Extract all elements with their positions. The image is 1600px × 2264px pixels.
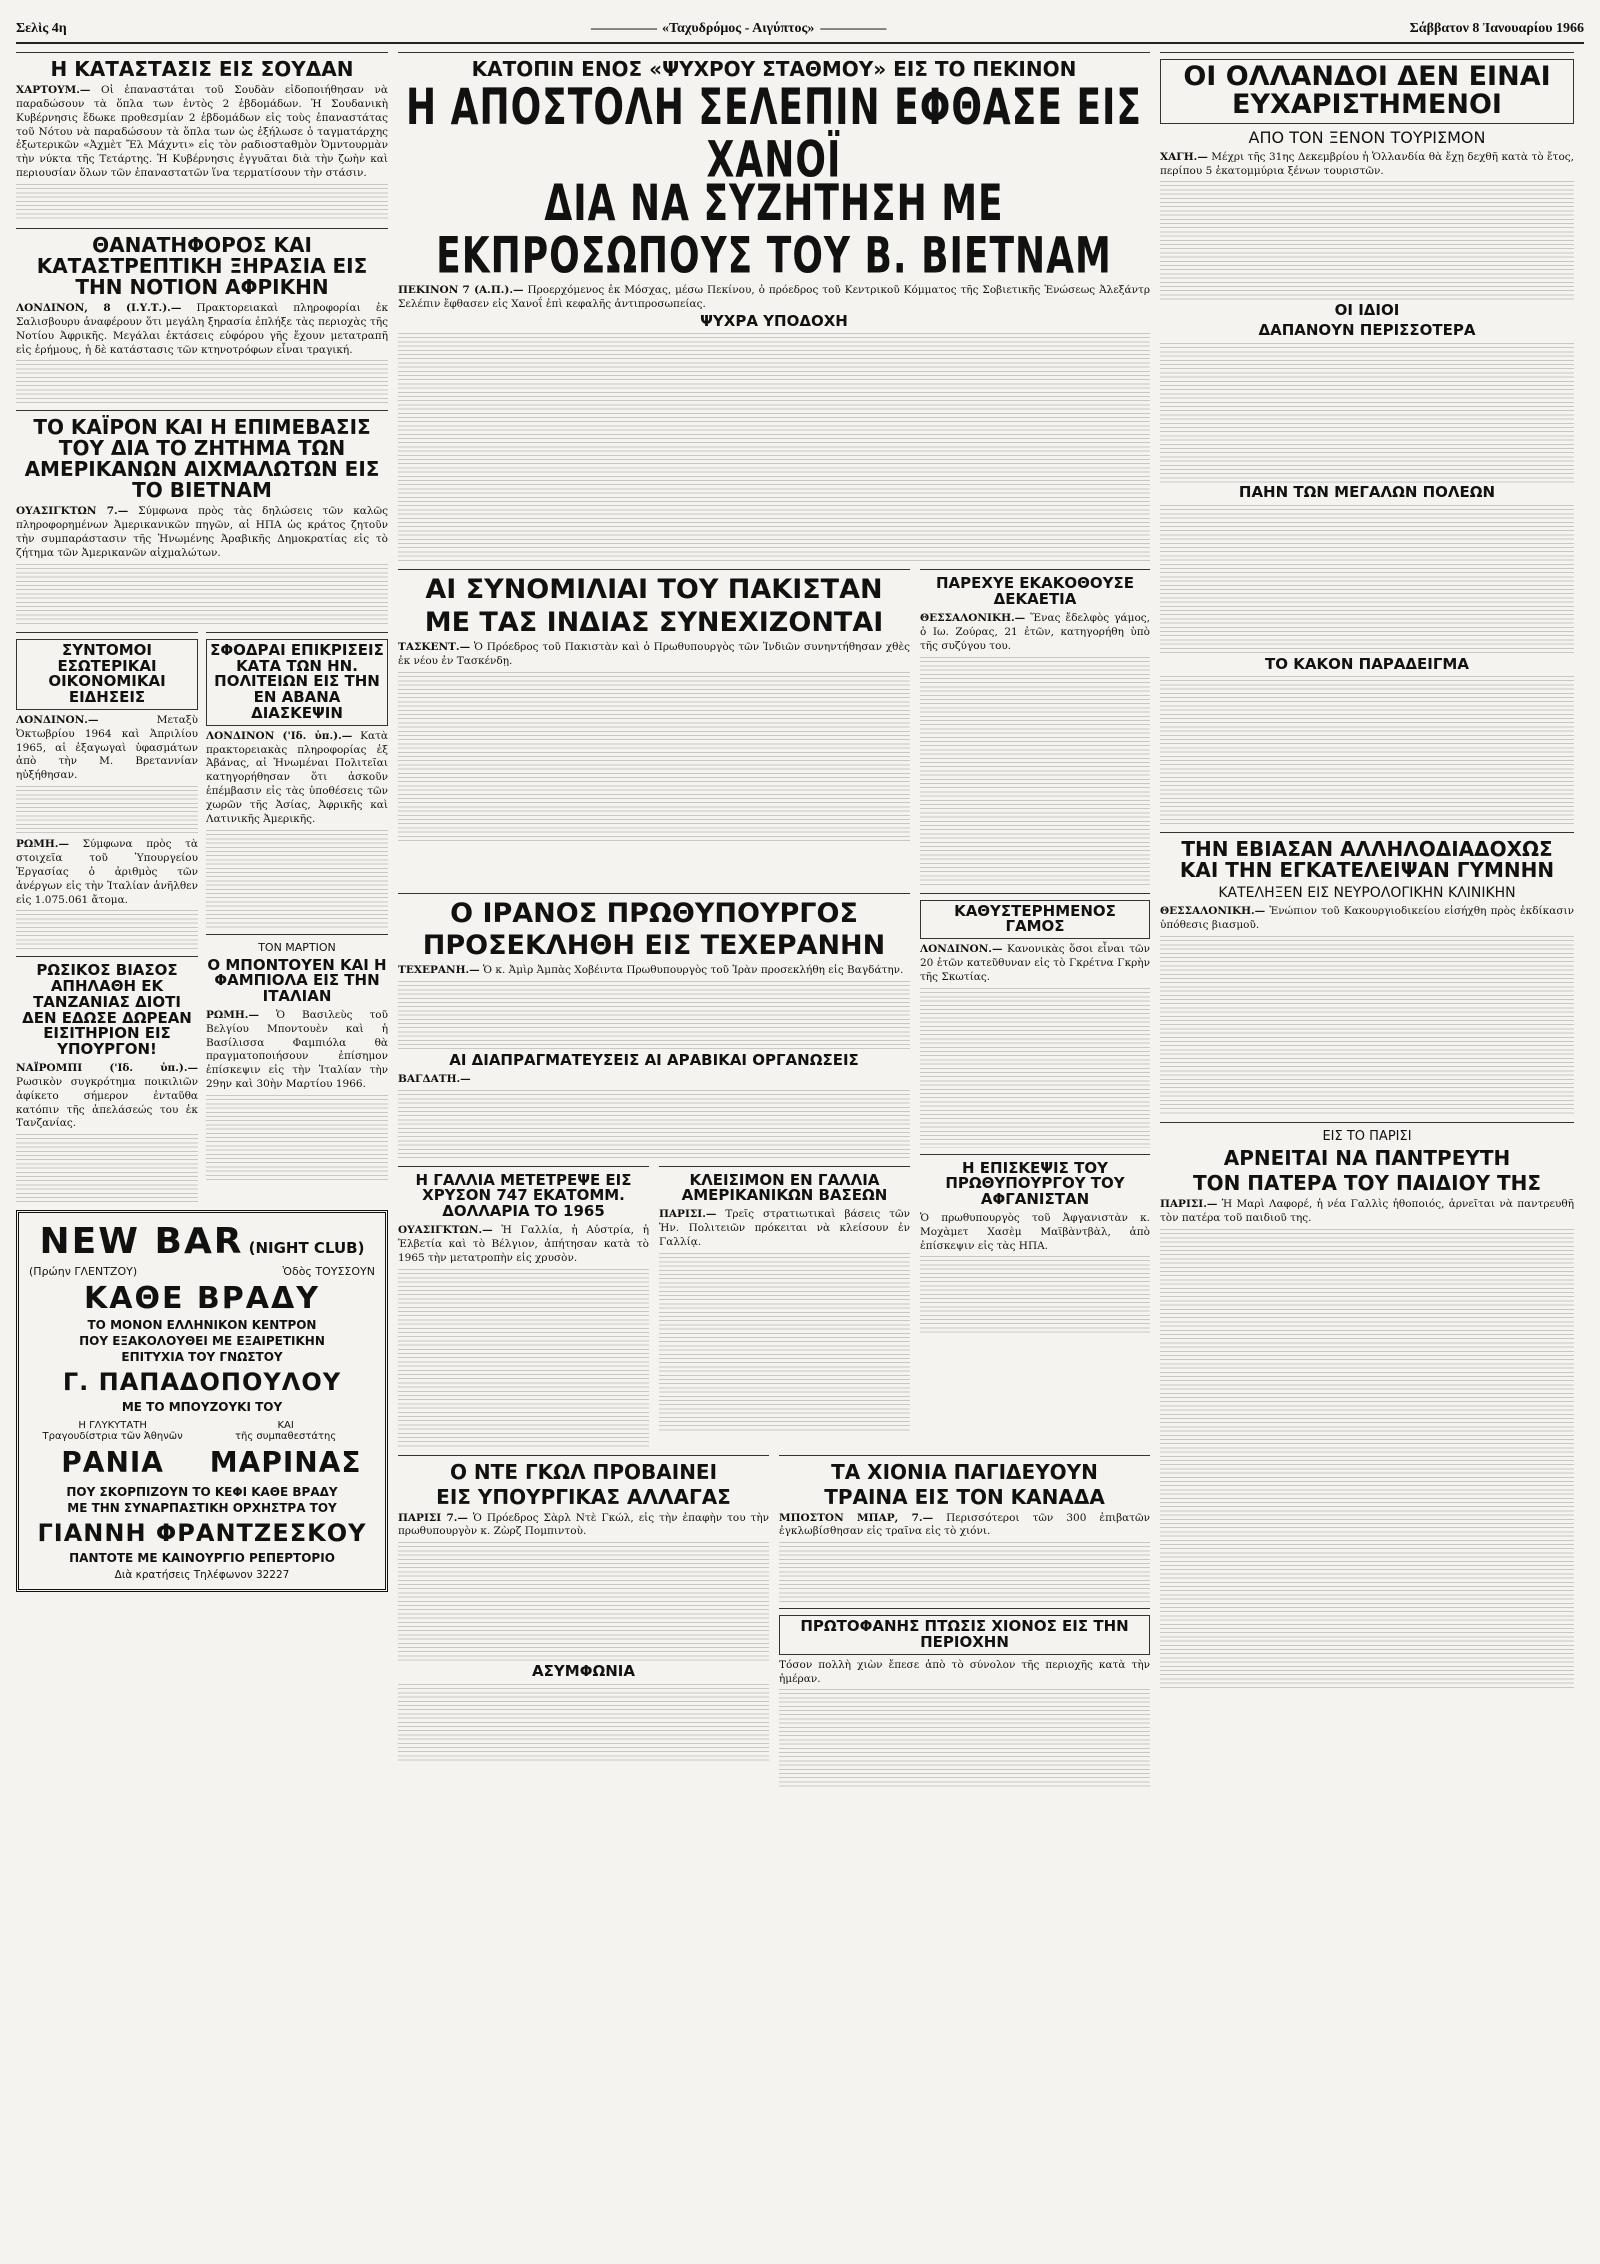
- article-iran: [398, 893, 910, 1160]
- headline: Η ΑΠΟΣΤΟΛΗ ΣΕΛΕΠΙΝ ΕΦΘΑΣΕ ΕΙΣ ΧΑΝΟΪ: [405, 79, 1143, 189]
- dateline: ΡΩΜΗ.—: [16, 838, 69, 851]
- headline: ΣΦΟΔΡΑΙ ΕΠΙΚΡΙΣΕΙΣ ΚΑΤΑ ΤΩΝ ΗΝ. ΠΟΛΙΤΕΙΩΝ ΕΙΣ ΤΗΝ ΕΝ ΑΒΑΝΑ ΔΙΑΣΚΕΨΙΝ: [206, 639, 388, 726]
- subtitle: ΑΠΟ ΤΟΝ ΞΕΝΟΝ ΤΟΥΡΙΣΜΟΝ: [1248, 127, 1486, 147]
- headline: ΠΑΡΕΧΥΕ ΕΚΑΚΟΘΟΥΣΕ ΔΕΚΑΕΤΙΑ: [935, 574, 1134, 609]
- headline: Η ΚΑΤΑΣΤΑΣΙΣ ΕΙΣ ΣΟΥΔΑΝ: [50, 57, 354, 81]
- ad-singer2-role: τῆς συμπαθεστάτης: [235, 1431, 337, 1443]
- article-text: Κατὰ πρακτορειακὰς πληροφορίας ἐξ Ἀβάνας, αἱ Ἡνωμέναι Πολιτεῖαι κατηγορήθησαν ὅτι ἀσκοῦν ἐπέμβασιν εἰς τὰς ὑποθέσεις τῶν χωρῶν τῆς Ἀσίας, Ἀφρικῆς καὶ Λατινικῆς Ἀμερικῆς.: [206, 729, 388, 825]
- dateline: ΠΑΡΙΣΙ 7.—: [398, 1511, 468, 1524]
- article-drought: [16, 228, 388, 404]
- article-decade: [920, 569, 1150, 886]
- dateline: ΤΕΧΕΡΑΝΗ.—: [398, 964, 480, 977]
- article-text: Πρακτορειακαὶ πληροφορίαι ἐκ Σαλισβουρυ ἀναφέρουν ὅτι μεγάλη ξηρασία ἐπλήξε τὰς περιοχὰς τῆς Νοτίου Ἀφρικῆς. Μεγάλαι ἐκτάσεις εὑφόρου γῆς ἔχουν μετατραπῆ εἰς ἐρήμους, ἡ δὲ κατάστασις τῶν κτηνοτρόφων εἶναι τραγική.: [16, 302, 388, 356]
- subheading: ΑΙ ΔΙΑΠΡΑΓΜΑΤΕΥΣΕΙΣ ΑΙ ΑΡΑΒΙΚΑΙ ΟΡΓΑΝΩΣΕΙΣ: [449, 1051, 859, 1070]
- left-split: [16, 632, 388, 1204]
- headline: ΤΟ ΚΑΪΡΟΝ ΚΑΙ Η ΕΠΙΜΕΒΑΣΙΣ ΤΟΥ ΔΙΑ ΤΟ ΖΗΤΗΜΑ ΤΩΝ ΑΜΕΡΙΚΑΝΩΝ ΑΙΧΜΑΛΩΤΩΝ ΕΙΣ ΤΟ ΒΙΕΤΝΑΜ: [24, 415, 380, 503]
- headline: ΑΡΝΕΙΤΑΙ ΝΑ ΠΑΝΤΡΕΥΤΗ: [1223, 1146, 1511, 1171]
- text-block: [1160, 343, 1574, 483]
- newspaper-name: ————— «Ταχυδρόμος - Αιγύπτος» —————: [585, 21, 891, 37]
- article-text: Οἱ ἐπαναστάται τοῦ Σουδὰν εἰδοποιήθησαν νὰ παραδώσουν τὰ ὅπλα των ἐντὸς 2 ἑβδομάδων. Ἡ Σουδανικὴ Κυβέρνησις ἔδωκε προθεσμίαν 2 ἑβδομάδων εἰς τοὺς ἐπαναστάτας τοῦ Νότου νὰ παραδώσουν τὰ ὅπλα των ὡς ἐξήλωσε ὁ ταγματάρχης ἐξωτερικῶν «Ἀχμὲτ Ἔλ Μάχντι» εἰς τὸν ραδιοσταθμὸν Ὀμντουρμὰν τὴν νύκτα τῆς Τετάρτης. Ἡ Κυβέρνησις ἐγγυᾶται διὰ τὴν ζωὴν καὶ περιουσίαν ὅλων τῶν ἐπαναστατῶν ἵνα τερματίσουν τὴν στάσιν.: [16, 84, 388, 180]
- dateline: ΛΟΝΔΙΝΟΝ.—: [920, 943, 1003, 956]
- dateline: ΛΟΝΔΙΝΟΝ, 8 (Ι.Υ.Τ.).—: [16, 302, 182, 315]
- text-block: [779, 1542, 1150, 1602]
- dateline: ΠΑΡΙΣΙ.—: [1160, 1198, 1218, 1211]
- text-block: [398, 1090, 910, 1160]
- text-block: [16, 360, 388, 404]
- text-block: [1160, 1229, 1574, 1689]
- dateline: ΘΕΣΣΑΛΟΝΙΚΗ.—: [1160, 905, 1266, 918]
- ad-line: ΠΑΝΤΟΤΕ ΜΕ ΚΑΙΝΟΥΡΓΙΟ ΡΕΠΕΡΤΟΡΙΟ: [69, 1551, 335, 1566]
- ad-phone: Διὰ κρατήσεις Τηλέφωνον 32227: [114, 1569, 290, 1582]
- dateline: ΛΟΝΔΙΝΟΝ.—: [16, 713, 99, 726]
- text-block: [1160, 676, 1574, 826]
- headline: ΚΑΘΥΣΤΕΡΗΜΕΝΟΣ ΓΑΜΟΣ: [920, 900, 1150, 940]
- ad-orchestra-leader: ΓΙΑΝΝΗ ΦΡΑΝΤΖΕΣΚΟΥ: [37, 1519, 367, 1548]
- headline: ΤΑ ΧΙΟΝΙΑ ΠΑΓΙΔΕΥΟΥΝ: [831, 1459, 1098, 1484]
- ad-singer2-caption: ΚΑΙ: [277, 1420, 294, 1432]
- article-snowfall: [779, 1608, 1150, 1789]
- headline: Ο ΝΤΕ ΓΚΩΛ ΠΡΟΒΑΙΝΕΙ: [449, 1459, 718, 1484]
- text-block: [1160, 505, 1574, 655]
- article-text: Προερχόμενος ἐκ Μόσχας, μέσω Πεκίνου, ὁ πρόεδρος τοῦ Κεντρικοῦ Κόμματος τῆς Σοβιετικῆς Ἑνώσεως Ἀλεξάντρ Σελέπιν ἔφθασεν εἰς Χανοΐ ἐπὶ κεφαλῆς ἀντιπροσωπείας.: [398, 284, 1150, 310]
- text-block: [659, 1253, 910, 1433]
- article-thessaloniki-case: [1160, 832, 1574, 1116]
- kicker: ΤΟΝ ΜΑΡΤΙΟΝ: [258, 940, 336, 954]
- dateline: ΧΑΡΤΟΥΜ.—: [16, 84, 91, 96]
- subheading: ΠΑΗΝ ΤΩΝ ΜΕΓΑΛΩΝ ΠΟΛΕΩΝ: [1238, 482, 1496, 501]
- text-block: [398, 981, 910, 1051]
- page-header: [16, 16, 1584, 44]
- new-bar-advertisement: [16, 1210, 388, 1592]
- text-block: [920, 657, 1150, 887]
- article-dutch-tourism: [1160, 52, 1574, 826]
- article-text: Ὁ κ. Ἀμὶρ Ἀμπὰς Χοβέιντα Πρωθυπουργὸς τοῦ Ἰρὰν προσεκλήθη εἰς Βαγδάτην.: [483, 964, 904, 977]
- text-block: [920, 988, 1150, 1148]
- ad-line: ΤΟ ΜΟΝΟΝ ΕΛΛΗΝΙΚΟΝ ΚΕΝΤΡΟΝ: [87, 1318, 317, 1333]
- article-text: Κανονικὰς ὅσοι εἶναι τῶν 20 ἐτῶν κατεῦθυναν εἰς τὸ Γκρέτνα Γκρὴν τῆς Σκωτίας.: [920, 943, 1150, 983]
- article-text: Ὁ πρωθυπουργὸς τοῦ Ἀφγανιστὰν κ. Μοχὰμετ Χασὲμ Μαϊβὰντβὰλ, ἀπὸ ἐπίσκεψιν εἰς τὰς ΗΠΑ.: [920, 1211, 1150, 1252]
- article-sudan: [16, 52, 388, 222]
- ad-singer1: ΡΑΝΙΑ: [61, 1446, 164, 1480]
- subheading: ΨΥΧΡΑ ΥΠΟΔΟΧΗ: [700, 311, 848, 330]
- text-block: [398, 1684, 769, 1764]
- dateline: ΤΑΣΚΕΝΤ.—: [398, 641, 471, 654]
- headline: Ο ΙΡΑΝΟΣ ΠΡΩΘΥΠΟΥΡΓΟΣ: [450, 897, 858, 929]
- article-text: Ἐνώπιον τοῦ Κακουργιοδικείου εἰσήχθη πρὸς ἐκδίκασιν ὑπόθεσις βιασμοῦ.: [1160, 905, 1574, 932]
- text-block: [398, 1269, 649, 1449]
- dateline: ΟΥΑΣΙΓΚΤΩΝ.—: [398, 1223, 493, 1236]
- text-block: [398, 672, 910, 842]
- article-text: Σύμφωνα πρὸς τὰ στοιχεῖα τοῦ Ὑπουργείου Ἐργασίας ὁ ἀριθμὸς τῶν ἀνέργων εἰς τὴν Ἰταλίαν ἀνῆλθεν εἰς 1.075.061 ἄτομα.: [16, 838, 198, 906]
- page-number: Σελὶς 4η: [16, 21, 67, 36]
- kicker: ΕΙΣ ΤΟ ΠΑΡΙΣΙ: [1322, 1129, 1412, 1145]
- ad-singer2: ΜΑΡΙΝΑΣ: [209, 1446, 362, 1480]
- article-text: Ἕνας ἔδελφὸς γάμος, ὁ Ιω. Ζούρας, 21 ἐτῶν, κατηγορήθη ὑπὸ τῆς συζύγου του.: [920, 611, 1150, 652]
- ad-former-name: (Πρώην ΓΛΕΝΤΖΟΥ): [29, 1265, 138, 1279]
- article-text: Περισσότεροι τῶν 300 ἐπιβατῶν ἐγκλωβίσθησαν εἰς τραῖνα εἰς τὸ χιόνι.: [779, 1511, 1150, 1538]
- center-column: [398, 52, 1150, 2212]
- article-gold: [398, 1166, 649, 1449]
- ad-line: ΠΟΥ ΕΞΑΚΟΛΟΥΘΕΙ ΜΕ ΕΞΑΙΡΕΤΙΚΗΝ: [79, 1334, 325, 1349]
- headline: Η ΕΠΙΣΚΕΨΙΣ ΤΟΥ ΠΡΩΘΥΠΟΥΡΓΟΥ ΤΟΥ ΑΦΓΑΝΙΣΤΑΝ: [945, 1158, 1125, 1209]
- ad-tag: (NIGHT CLUB): [248, 1239, 365, 1258]
- article-text: Μεταξὺ Ὀκτωβρίου 1964 καὶ Ἀπριλίου 1965, αἱ ἐξαγωγαὶ ὑφασμάτων ἀπὸ τὴν Μ. Βρεταννίαν ηὐξήθησαν.: [16, 713, 198, 782]
- subheading: ΑΣΥΜΦΩΝΙΑ: [532, 1662, 635, 1681]
- ad-singer1-role: Τραγουδίστρια τῶν Ἀθηνῶν: [42, 1431, 183, 1443]
- subheading: ΤΟ ΚΑΚΟΝ ΠΑΡΑΔΕΙΓΜΑ: [1265, 654, 1469, 673]
- article-text: Ρωσικὸν συγκρότημα ποικιλιῶν ἀφίκετο σήμερον ἐνταῦθα κατόπιν τῆς ἀπελάσεώς του ἐκ Τανζανίας.: [16, 1075, 198, 1130]
- article-wedding: [920, 893, 1150, 1148]
- ad-line: ΜΕ ΤΟ ΜΠΟΥΖΟΥΚΙ ΤΟΥ: [121, 1400, 283, 1415]
- headline: ΡΩΣΙΚΟΣ ΒΙΑΣΟΣ ΑΠΗΛΑΘΗ ΕΚ ΤΑΝΖΑΝΙΑΣ ΔΙΟΤΙ ΔΕΝ ΕΔΩΣΕ ΔΩΡΕΑΝ ΕΙΣΙΤΗΡΙΟΝ ΕΙΣ ΥΠΟΥΡΓΟΝ!: [22, 961, 192, 1059]
- headline: ΟΙ ΟΛΛΑΝΔΟΙ ΔΕΝ ΕΙΝΑΙ ΕΥΧΑΡΙΣΤΗΜΕΝΟΙ: [1160, 59, 1574, 124]
- ad-line: ΜΕ ΤΗΝ ΣΥΝΑΡΠΑΣΤΙΚΗ ΟΡΧΗΣΤΡΑ ΤΟΥ: [67, 1501, 337, 1516]
- left-column: [16, 52, 388, 2212]
- issue-date: Σάββατον 8 Ἰανουαρίου 1966: [1409, 21, 1584, 36]
- ad-line: ΠΟΥ ΣΚΟΡΠΙΖΟΥΝ ΤΟ ΚΕΦΙ ΚΑΘΕ ΒΡΑΔΥ: [66, 1485, 338, 1500]
- dateline: ΧΑΓΗ.—: [1160, 150, 1208, 163]
- ad-line: ΕΠΙΤΥΧΙΑ ΤΟΥ ΓΝΩΣΤΟΥ: [121, 1350, 283, 1365]
- text-block: [16, 1134, 198, 1204]
- article-cairo: [16, 410, 388, 625]
- article-text: Ἡ Μαρὶ Λαφορέ, ἡ νέα Γαλλὶς ἠθοποιός, ἀρνεῖται νὰ παντρευθῆ τὸν πατέρα τοῦ παιδιοῦ της.: [1160, 1198, 1574, 1224]
- headline: ΘΑΝΑΤΗΦΟΡΟΣ ΚΑΙ ΚΑΤΑΣΤΡΕΠΤΙΚΗ ΞΗΡΑΣΙΑ ΕΙΣ ΤΗΝ ΝΟΤΙΟΝ ΑΦΡΙΚΗΝ: [36, 233, 368, 300]
- kicker: ΚΑΤΟΠΙΝ ΕΝΟΣ «ΨΥΧΡΟΥ ΣΤΑΘΜΟΥ» ΕΙΣ ΤΟ ΠΕΚΙΝΟΝ: [471, 57, 1077, 81]
- dateline: ΒΑΓΔΑΤΗ.—: [398, 1072, 471, 1085]
- dateline: ΡΩΜΗ.—: [206, 1008, 259, 1021]
- text-block: [398, 333, 1150, 563]
- ad-artist: Γ. ΠΑΠΑΔΟΠΟΥΛΟΥ: [62, 1368, 342, 1397]
- newspaper-page: [16, 16, 1584, 2232]
- ad-street: Ὁδὸς ΤΟΥΣΣΟΥΝ: [282, 1265, 375, 1279]
- subheading: ΔΑΠΑΝΟΥΝ ΠΕΡΙΣΣΟΤΕΡΑ: [1258, 321, 1476, 340]
- dateline: ΛΟΝΔΙΝΟΝ ('Ιδ. ὑπ.).—: [206, 729, 353, 742]
- article-text: Σύμφωνα πρὸς τὰς δηλώσεις τῶν καλῶς πληροφορημένων Ἀμερικανικῶν πηγῶν, αἱ ΗΠΑ ὡς κράτος ζητοῦν τὴν συμπαράστασιν τῆς Ἡνωμένης Ἀραβικῆς Δημοκρατίας εἰς τὸ ζήτημα τῶν Ἀμερικανῶν αἰχμαλώτων.: [16, 505, 388, 560]
- subtitle: ΚΑΤΕΛΗΞΕΝ ΕΙΣ ΝΕΥΡΟΛΟΓΙΚΗΝ ΚΛΙΝΙΚΗΝ: [1218, 885, 1516, 902]
- text-block: [1160, 181, 1574, 301]
- headline: ΤΟΝ ΠΑΤΕΡΑ ΤΟΥ ΠΑΙΔΙΟΥ ΤΗΣ: [1192, 1171, 1542, 1196]
- text-block: [16, 184, 388, 222]
- text-block: [206, 1095, 388, 1183]
- article-economic-news: [16, 632, 198, 951]
- text-block: [1160, 936, 1574, 1116]
- text-block: [398, 1542, 769, 1662]
- article-text: Ἡ Γαλλία, ἡ Αὐστρία, ἡ Ἐλβετία καὶ τὸ Βέλγιον, ἀπήτησαν κατὰ τὸ 1965 τὴν μετατροπὴν εἰς χρυσὸν.: [398, 1223, 649, 1264]
- text-block: [920, 1256, 1150, 1336]
- dateline: ΠΑΡΙΣΙ.—: [659, 1208, 717, 1221]
- ad-singer1-caption: Η ΓΛΥΚΥΤΑΤΗ: [78, 1420, 147, 1432]
- article-text: Ὁ Πρόεδρος τοῦ Πακιστὰν καὶ ὁ Πρωθυπουργὸς τῶν Ἰνδιῶν συνηντήθησαν χθὲς ἐκ νέου ἐν Τασκένδῃ.: [398, 641, 910, 668]
- headline: ΠΡΩΤΟΦΑΝΗΣ ΠΤΩΣΙΣ ΧΙΟΝΟΣ ΕΙΣ ΤΗΝ ΠΕΡΙΟΧΗΝ: [779, 1615, 1150, 1655]
- headline: ΣΥΝΤΟΜΟΙ ΕΣΩΤΕΡΙΚΑΙ ΟΙΚΟΝΟΜΙΚΑΙ ΕΙΔΗΣΕΙΣ: [16, 639, 198, 710]
- article-tanzania: [16, 956, 198, 1204]
- headline: ΕΙΣ ΥΠΟΥΡΓΙΚΑΣ ΑΛΛΑΓΑΣ: [436, 1484, 731, 1509]
- article-text: Μέχρι τῆς 31ης Δεκεμβρίου ἡ Ὁλλανδία θὰ ἔχῃ δεχθῆ κατὰ τὸ ἔτος, περίπου 5 ἑκατομμύρια ξένων τουριστῶν.: [1160, 150, 1574, 177]
- article-baudouin: [206, 934, 388, 1183]
- ad-line: ΚΑΘΕ ΒΡΑΔΥ: [84, 1281, 320, 1317]
- headline: ΤΡΑΙΝΑ ΕΙΣ ΤΟΝ ΚΑΝΑΔΑ: [824, 1484, 1105, 1509]
- headline: ΑΙ ΣΥΝΟΜΙΛΙΑΙ ΤΟΥ ΠΑΚΙΣΤΑΝ: [425, 574, 883, 606]
- article-text: Τρεῖς στρατιωτικαὶ βάσεις τῶν Ἡν. Πολιτειῶν πρόκειται νὰ κλείσουν ἐν Γαλλίᾳ.: [659, 1208, 910, 1248]
- text-block: [779, 1689, 1150, 1789]
- headline: ΤΗΝ ΕΒΙΑΣΑΝ ΑΛΛΗΛΟΔΙΑΔΟΧΩΣ ΚΑΙ ΤΗΝ ΕΓΚΑΤΕΛΕΙΨΑΝ ΓΥΜΝΗΝ: [1179, 837, 1555, 883]
- headline: Ο ΜΠΟΝΤΟΥΕΝ ΚΑΙ Η ΦΑΜΠΙΟΛΑ ΕΙΣ ΤΗΝ ΙΤΑΛΙΑΝ: [207, 955, 387, 1006]
- right-column: [1160, 52, 1574, 2212]
- article-pakistan: [398, 569, 910, 886]
- headline: ΠΡΟΣΕΚΛΗΘΗ ΕΙΣ ΤΕΧΕΡΑΝΗΝ: [422, 929, 886, 961]
- text-block: [16, 910, 198, 950]
- dateline: ΜΠΟΣΤΟΝ ΜΠΑΡ, 7.—: [779, 1511, 934, 1524]
- dateline: ΘΕΣΣΑΛΟΝΙΚΗ.—: [920, 611, 1026, 624]
- text-block: [16, 564, 388, 626]
- text-block: [206, 830, 388, 928]
- headline: ΜΕ ΤΑΣ ΙΝΔΙΑΣ ΣΥΝΕΧΙΖΟΝΤΑΙ: [424, 606, 884, 638]
- article-snow-canada: [779, 1455, 1150, 1603]
- article-havana: [206, 632, 388, 928]
- headline: ΔΙΑ ΝΑ ΣΥΖΗΤΗΣΗ ΜΕ ΕΚΠΡΟΣΩΠΟΥΣ ΤΟΥ Β. ΒΙΕΤΝΑΜ: [436, 175, 1112, 285]
- article-paris-lafore: [1160, 1122, 1574, 1689]
- dateline: ΝΑΪΡΟΜΠΙ ('Ιδ. ὑπ.).—: [16, 1061, 198, 1074]
- ad-name: NEW BAR: [39, 1221, 244, 1263]
- article-de-gaulle: [398, 1455, 769, 1790]
- article-text: Ὁ Πρόεδρος Σὰρλ Ντὲ Γκώλ, εἰς τὴν ἐπαφὴν του τὴν πρωθυπουργὸν κ. Ζὼρζ Πομπιντοὺ.: [398, 1511, 769, 1538]
- headline: ΚΛΕΙΣΙΜΟΝ ΕΝ ΓΑΛΛΙΑ ΑΜΕΡΙΚΑΝΙΚΩΝ ΒΑΣΕΩΝ: [681, 1170, 888, 1205]
- article-bases: [659, 1166, 910, 1449]
- article-selepin: [398, 52, 1150, 563]
- dateline: ΠΕΚΙΝΟΝ 7 (Α.Π.).—: [398, 284, 524, 296]
- article-afghanistan: [920, 1154, 1150, 1337]
- subheading: ΟΙ ΙΔΙΟΙ: [1334, 301, 1400, 320]
- article-text: Τόσον πολλὴ χιὼν ἔπεσε ἀπὸ τὸ σύνολον τῆς περιοχῆς κατὰ τὴν ἡμέραν.: [779, 1658, 1150, 1685]
- article-text: Ὁ Βασιλεὺς τοῦ Βελγίου Μποντουὲν καὶ ἡ Βασίλισσα Φαμπιόλα θὰ πραγματοποιήσουν ἐπίσημον ἐπίσκεψιν εἰς τὴν Ἰταλίαν τὴν 29ην καὶ 30ὴν Μαρτίου 1966.: [206, 1008, 388, 1091]
- dateline: ΟΥΑΣΙΓΚΤΩΝ 7.—: [16, 505, 129, 518]
- headline: Η ΓΑΛΛΙΑ ΜΕΤΕΤΡΕΨΕ ΕΙΣ ΧΡΥΣΟΝ 747 ΕΚΑΤΟΜΜ. ΔΟΛΛΑΡΙΑ ΤΟ 1965: [415, 1170, 632, 1221]
- text-block: [16, 786, 198, 836]
